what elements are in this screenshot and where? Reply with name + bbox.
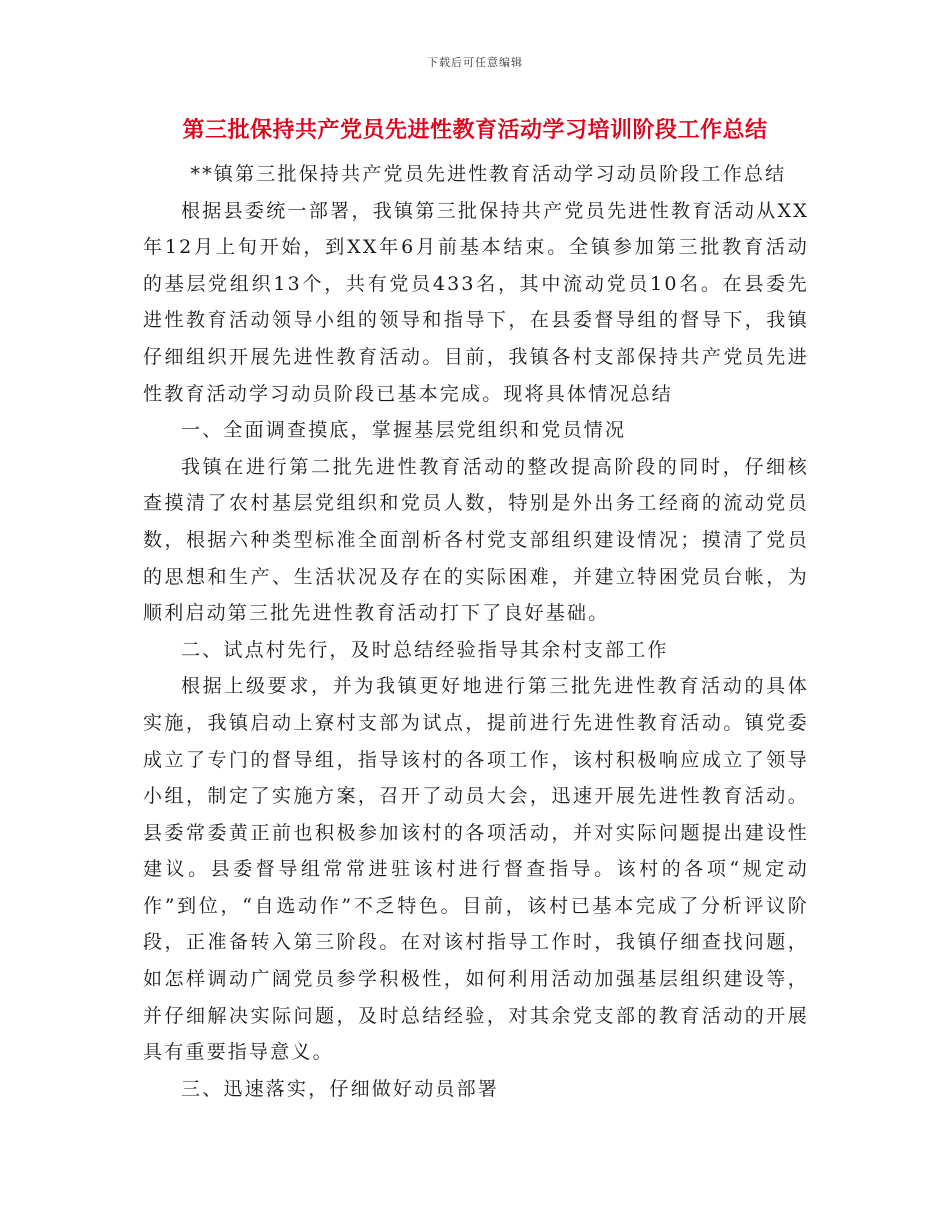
paragraph-section-1: 我镇在进行第二批先进性教育活动的整改提高阶段的同时，仔细核查摸清了农村基层党组织和党员人数，特别是外出务工经商的流动党员数，根据六种类型标准全面剖析各村党支部组织建设情况；摸清了党员的思想和生产、生活状况及存在的实际困难，并建立特困党员台帐，为顺利启动第三批先进性教育活动打下了良好基础。	[143, 455, 809, 625]
paragraph-subtitle: **镇第三批保持共产党员先进性教育活动学习动员阶段工作总结	[190, 163, 787, 185]
header-note: 下载后可任意编辑	[427, 56, 523, 69]
section-heading-2: 二、试点村先行，及时总结经验指导其余村支部工作	[181, 638, 669, 661]
section-heading-1: 一、全面调查摸底，掌握基层党组织和党员情况	[181, 419, 627, 442]
document-body	[143, 156, 809, 1107]
paragraph-section-2: 根据上级要求，并为我镇更好地进行第三批先进性教育活动的具体实施，我镇启动上寮村支部为试点，提前进行先进性教育活动。镇党委成立了专门的督导组，指导该村的各项工作，该村积极响应成立了领导小组，制定了实施方案，召开了动员大会，迅速开展先进性教育活动。县委常委黄正前也积极参加该村的各项活动，并对实际问题提出建设性建议。县委督导组常常进驻该村进行督查指导。该村的各项“规定动作”到位，“自选动作”不乏特色。目前，该村已基本完成了分析评议阶段，正准备转入第三阶段。在对该村指导工作时，我镇仔细查找问题，如怎样调动广阔党员参学积极性，如何利用活动加强基层组织建设等，并仔细解决实际问题，及时总结经验，对其余党支部的教育活动的开展具有重要指导意义。	[143, 675, 809, 1064]
paragraph-intro: 根据县委统一部署，我镇第三批保持共产党员先进性教育活动从XX年12月上旬开始，到XX年6月前基本结束。全镇参加第三批教育活动的基层党组织13个，共有党员433名，其中流动党员10名。在县委先进性教育活动领导小组的领导和指导下，在县委督导组的督导下，我镇仔细组织开展先进性教育活动。目前，我镇各村支部保持共产党员先进性教育活动学习动员阶段已基本完成。现将具体情况总结	[143, 199, 809, 405]
section-heading-3: 三、迅速落实，仔细做好动员部署	[181, 1077, 500, 1100]
document-title: 第三批保持共产党员先进性教育活动学习培训阶段工作总结	[182, 118, 768, 143]
